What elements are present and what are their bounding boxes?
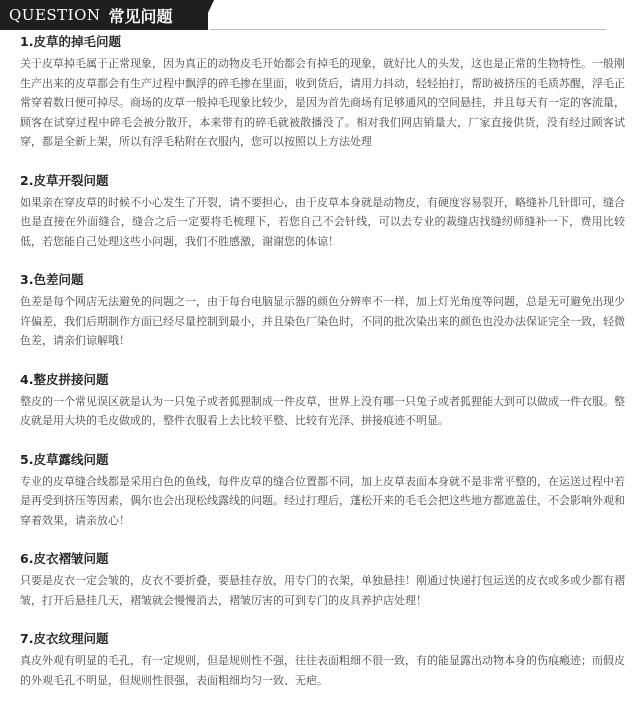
faq-section-whole-skin — [20, 372, 625, 431]
faq-section-color-difference — [20, 272, 625, 351]
page-header — [0, 0, 600, 30]
faq-section-title: 2.皮草开裂问题 — [20, 172, 109, 188]
header-title-en: QUESTION — [9, 6, 101, 24]
faq-content — [20, 34, 625, 711]
faq-section-title: 5.皮草露线问题 — [20, 451, 109, 467]
faq-section-body: 专业的皮草缝合线都是采用白色的鱼线，每件皮草的缝合位置都不同，加上皮草表面本身就不是非常平整的，在运送过程中若是再受到挤压等因素，偶尔也会出现松线露线的问题。经过打理后，蓬松开来的毛毛会把这些地方都遮盖住，不会影响外观和穿着效果，请亲放心！ — [20, 474, 625, 527]
faq-section-body: 真皮外观有明显的毛孔，有一定规则，但是规则性不强，往往表面粗细不很一致，有的能显露出动物本身的伤痕瘢迹；而假皮的外观毛孔不明显，但规则性很强，表面粗细均匀一致、无疤。 — [20, 654, 625, 687]
faq-section-body: 如果亲在穿皮草的时候不小心发生了开裂，请不要担心，由于皮草本身就是动物皮，有硬度容易裂开，略缝补几针即可，缝合也是直接在外面缝合，缝合之后一定要将毛梳理下，若您自己不会针线，可以去专业的裁缝店找缝纫师缝补一下，费用比较低，若您能自己处理这些小问题，我们不胜感激，谢谢您的体谅！ — [20, 195, 625, 248]
header-slash-decoration — [200, 0, 214, 30]
header-underline — [210, 29, 606, 30]
faq-section-body: 色差是每个网店无法避免的问题之一，由于每台电脑显示器的颜色分辨率不一样，加上灯光角度等问题，总是无可避免出现少许偏差，我们后期制作方面已经尽量控制到最小，并且染色厂染色时，不同的批次染出来的颜色也没办法保证完全一致，轻微色差，请亲们谅解哦！ — [20, 295, 625, 347]
faq-section-title: 6.皮衣褶皱问题 — [20, 551, 109, 566]
faq-section-wrinkles — [20, 551, 625, 610]
faq-section-body: 关于皮草掉毛属于正常现象，因为真正的动物皮毛开始都会有掉毛的现象，就好比人的头发，这也是正常的生物特性。一般刚生产出来的皮草都会有生产过程中飘浮的碎毛掺在里面，收到货后，请用力抖动，轻轻拍打，帮助被挤压的毛质苏醒，浮毛正常穿着数日便可掉尽。商场的皮草一般掉毛现象比较少，是因为首先商场有足够通风的空间悬挂，并且每天有一定的客流量，顾客在试穿过程中碎毛会被分散开，本来带有的碎毛就被散播没了。相对我们网店销量大，厂家直接供货，没有经过顾客试穿，都是全新上架，所以有浮毛粘附在衣服内，您可以按照以上方法处理 — [20, 57, 625, 148]
faq-section-title: 3.色差问题 — [20, 272, 84, 287]
header-title-cn: 常见问题 — [108, 6, 173, 26]
faq-section-texture — [20, 631, 625, 690]
faq-section-cracking — [20, 173, 625, 252]
faq-section-title: 1.皮草的掉毛问题 — [20, 34, 121, 49]
faq-section-body: 整皮的一个常见误区就是认为一只兔子或者狐狸制成一件皮草，世界上没有哪一只兔子或者狐狸能大到可以做成一件衣服。整皮就是用大块的毛皮做成的，整件衣服看上去比较平整、比较有光泽、拼接痕迹不明显。 — [20, 394, 625, 427]
faq-section-title: 4.整皮拼接问题 — [20, 371, 109, 387]
faq-section-title: 7.皮衣纹理问题 — [20, 631, 109, 646]
faq-section-shedding — [20, 34, 625, 152]
header-title-bar — [0, 0, 208, 30]
faq-section-body: 只要是皮衣一定会皱的，皮衣不要折叠，要悬挂存放，用专门的衣架，单独悬挂！刚通过快递打包运送的皮衣或多或少都有褶皱，打开后悬挂几天，褶皱就会慢慢消去，褶皱厉害的可到专门的皮具养护店处理！ — [20, 574, 625, 607]
faq-section-exposed-thread — [20, 452, 625, 531]
